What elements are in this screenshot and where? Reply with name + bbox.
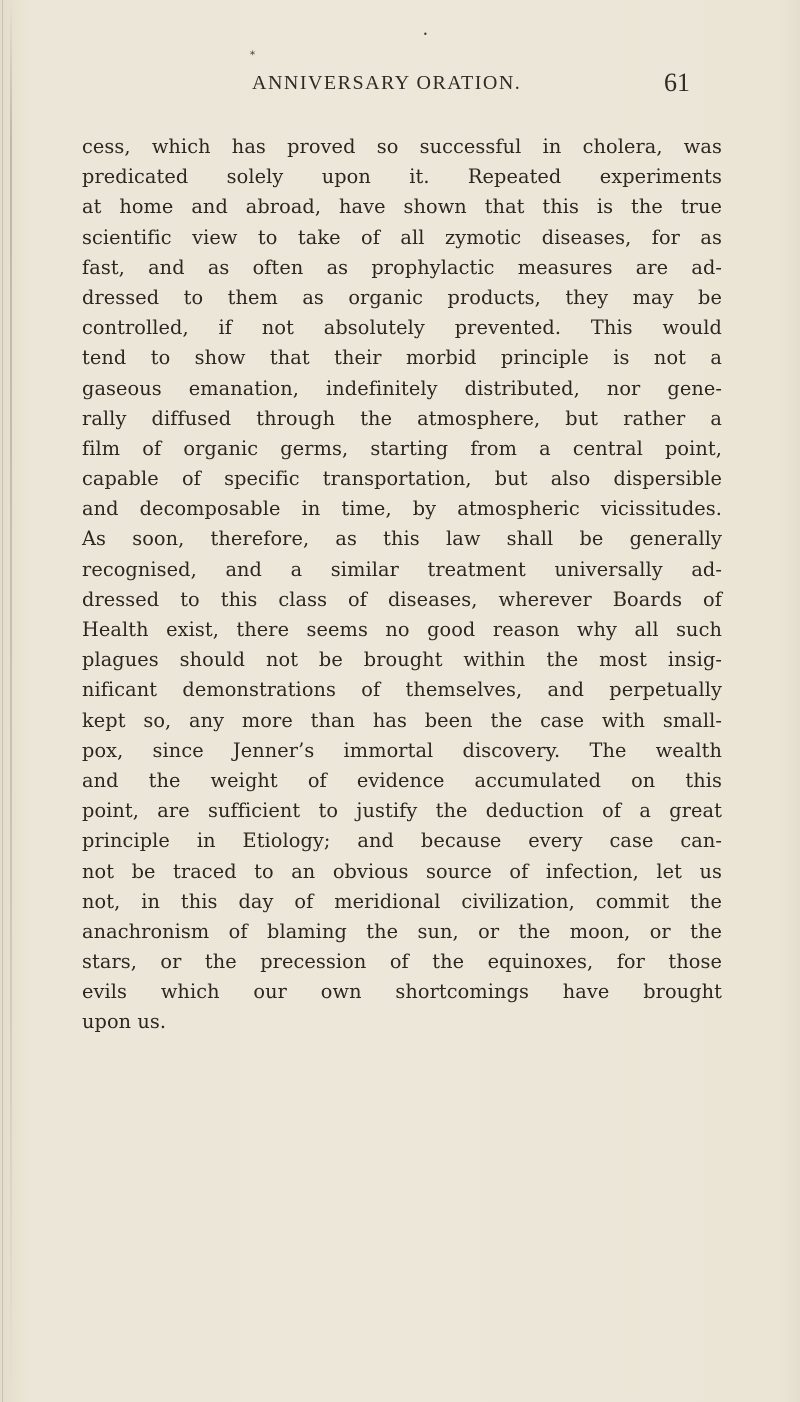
text-line: gaseous emanation, indefinitely distributed, nor gene- bbox=[82, 376, 722, 400]
page-binding-edge bbox=[10, 0, 12, 1402]
text-line: not, in this day of meridional civilization, commit the bbox=[82, 889, 722, 913]
text-line: principle in Etiology; and because every case can- bbox=[82, 829, 722, 853]
text-line: not be traced to an obvious source of infection, let us bbox=[82, 859, 722, 883]
text-line: evils which our own shortcomings have brought bbox=[82, 980, 722, 1004]
page-edge-shadow bbox=[2, 0, 3, 1402]
page-number: 61 bbox=[664, 68, 690, 97]
body-paragraph bbox=[82, 132, 722, 1038]
text-line: and the weight of evidence accumulated on this bbox=[82, 768, 722, 792]
specks-dot: • bbox=[423, 30, 428, 39]
text-line: plagues should not be brought within the most insig- bbox=[82, 648, 722, 672]
text-line: dressed to this class of diseases, wherever Boards of bbox=[82, 587, 722, 611]
text-line: kept so, any more than has been the case with small- bbox=[82, 708, 722, 732]
text-line: at home and abroad, have shown that this is the true bbox=[82, 195, 722, 219]
text-line: capable of specific transportation, but also dispersible bbox=[82, 467, 722, 491]
text-line: rally diffused through the atmosphere, but rather a bbox=[82, 406, 722, 430]
text-line: nificant demonstrations of themselves, and perpetually bbox=[82, 678, 722, 702]
text-line: scientific view to take of all zymotic diseases, for as bbox=[82, 225, 722, 249]
printer-mark: * bbox=[250, 50, 255, 61]
running-title: ANNIVERSARY ORATION. bbox=[252, 72, 522, 94]
text-line: recognised, and a similar treatment universally ad- bbox=[82, 557, 722, 581]
text-line: As soon, therefore, as this law shall be generally bbox=[82, 527, 722, 551]
text-line: and decomposable in time, by atmospheric vicissitudes. bbox=[82, 497, 722, 521]
text-line-last: upon us. bbox=[82, 1010, 167, 1034]
text-line: fast, and as often as prophylactic measures are ad- bbox=[82, 255, 722, 279]
text-line: tend to show that their morbid principle is not a bbox=[82, 346, 722, 370]
text-line: Health exist, there seems no good reason why all such bbox=[82, 618, 722, 641]
text-line: cess, which has proved so successful in cholera, was bbox=[82, 135, 722, 158]
text-line: controlled, if not absolutely prevented. This would bbox=[82, 316, 722, 340]
text-line: dressed to them as organic products, they may be bbox=[82, 285, 722, 309]
text-line: stars, or the precession of the equinoxes, for those bbox=[82, 950, 722, 974]
text-line: film of organic germs, starting from a central point, bbox=[82, 436, 722, 460]
text-line: anachronism of blaming the sun, or the moon, or the bbox=[82, 919, 722, 943]
text-line: point, are sufficient to justify the deduction of a great bbox=[82, 799, 722, 823]
text-line: pox, since Jenner’s immortal discovery. The wealth bbox=[82, 738, 722, 762]
text-line: predicated solely upon it. Repeated experiments bbox=[82, 165, 722, 189]
